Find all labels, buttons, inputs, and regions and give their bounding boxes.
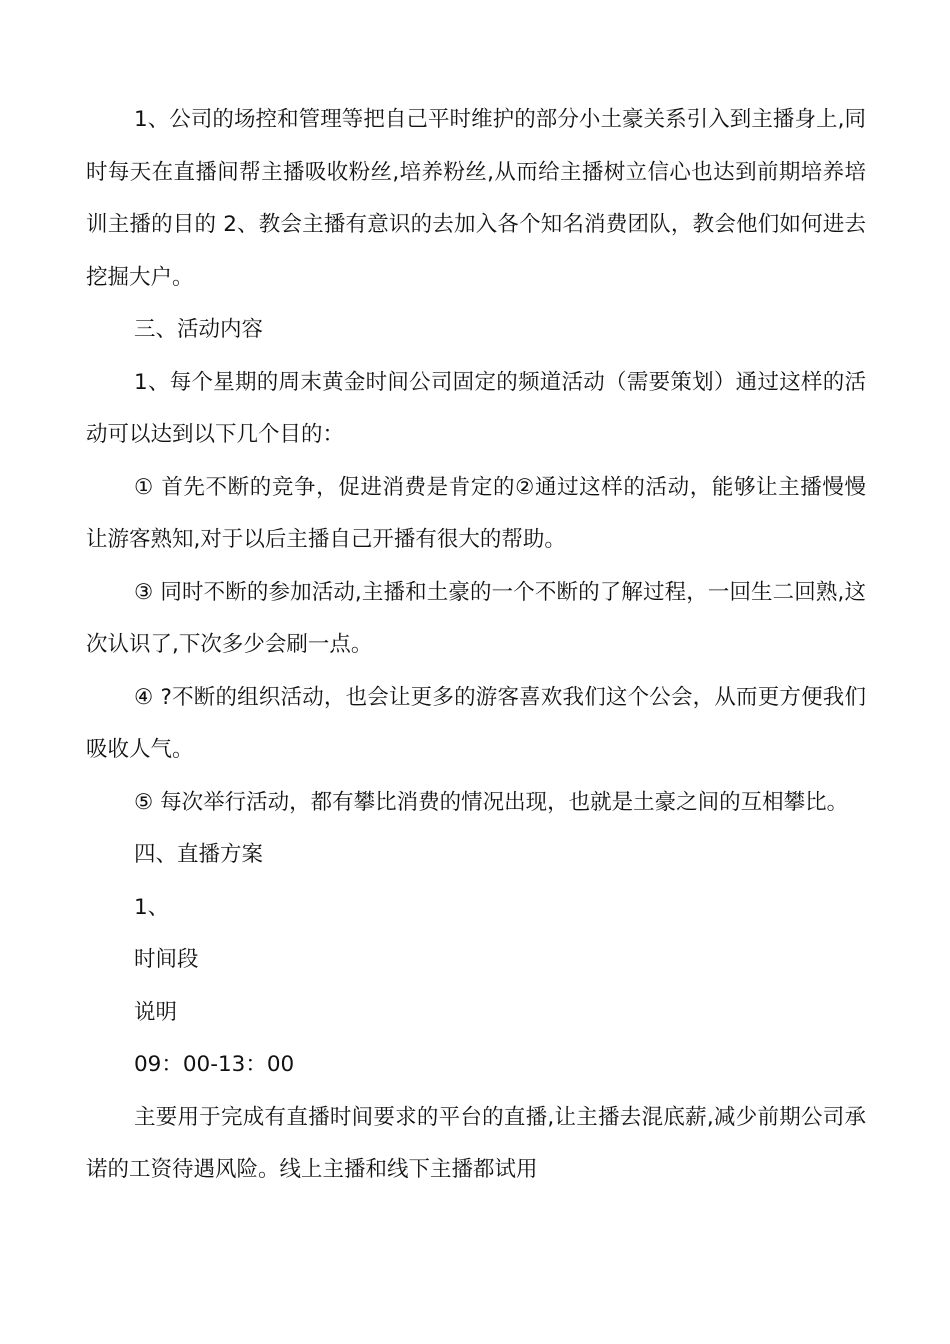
table-header-time-slot: 时间段 (134, 947, 199, 972)
table-header-description: 说明 (134, 999, 178, 1025)
section-heading-live-plan: 四、直播方案 (134, 842, 264, 867)
list-number: 1、 (134, 894, 170, 920)
table-cell-description: 主要用于完成有直播时间要求的平台的直播,让主播去混底薪,减少前期公司承诺的工资待遇风险。线上主播和线下主播都试用 (86, 1104, 866, 1182)
table-cell-time: 09：00-13：00 (134, 1052, 295, 1077)
section-heading-activity-content: 三、活动内容 (134, 317, 264, 342)
paragraph-4: ③ 同时不断的参加活动,主播和土豪的一个不断的了解过程，一回生二回熟,这次认识了,下次多少会刷一点。 (86, 579, 866, 657)
paragraph-6: ⑤ 每次举行活动，都有攀比消费的情况出现，也就是土豪之间的互相攀比。 (134, 789, 849, 815)
document-body (86, 94, 866, 1197)
paragraph-3: ① 首先不断的竞争，促进消费是肯定的②通过这样的活动，能够让主播慢慢让游客熟知,对于以后主播自己开播有很大的帮助。 (86, 474, 866, 552)
paragraph-1: 1、公司的场控和管理等把自己平时维护的部分小土豪关系引入到主播身上,同时每天在直播间帮主播吸收粉丝,培养粉丝,从而给主播树立信心也达到前期培养培训主播的目的 2、教会主播有意识的去加入各个知名消费团队，教会他们如何进去挖掘大户。 (86, 107, 866, 290)
paragraph-5: ④ ?不断的组织活动，也会让更多的游客喜欢我们这个公会，从而更方便我们吸收人气。 (86, 684, 866, 762)
paragraph-2: 1、每个星期的周末黄金时间公司固定的频道活动（需要策划）通过这样的活动可以达到以下几个目的： (86, 369, 866, 447)
